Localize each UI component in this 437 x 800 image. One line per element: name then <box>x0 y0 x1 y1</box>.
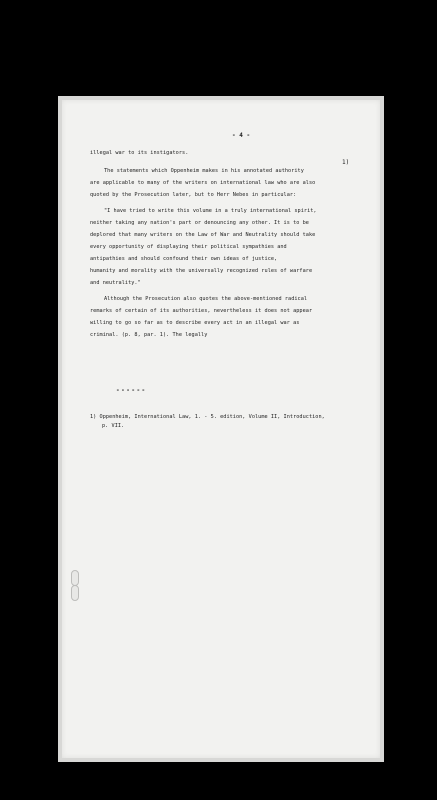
footnote-separator: ------ <box>116 387 147 394</box>
document-page <box>62 100 380 758</box>
quote-line-4: every opportunity of displaying their political sympathies and <box>90 244 287 250</box>
footnote-text-1: 1) Oppenheim, International Law, 1. - 5. edition, Volume II, Introduction, <box>90 414 325 420</box>
text-line-3: are applicable to many of the writers on international law who are also <box>90 180 316 186</box>
text-line-4: quoted by the Prosecution later, but to Herr Nebes in particular: <box>90 192 297 198</box>
quote-line-3: deplored that many writers on the Law of War and Neutrality should take <box>90 232 316 238</box>
footnote-text-2: p. VII. <box>102 423 125 429</box>
text-line-8: criminal. (p. 8, par. 1). The legally <box>90 332 208 338</box>
text-line-1: illegal war to its instigators. <box>90 150 189 156</box>
text-line-7: willing to go so far as to describe every act in an illegal war as <box>90 320 300 326</box>
quote-line-5: antipathies and should confound their own ideas of justice, <box>90 256 278 262</box>
punch-hole-bottom <box>71 585 79 601</box>
quote-line-7: and neutrality." <box>90 280 141 286</box>
text-line-2: The statements which Oppenheim makes in his annotated authority <box>104 168 304 174</box>
punch-hole-top <box>71 570 79 586</box>
page-number: - 4 - <box>232 132 251 139</box>
quote-line-1: "I have tried to write this volume in a truly international spirit, <box>104 208 317 214</box>
quote-line-2: neither taking any nation's part or denouncing any other. It is to be <box>90 220 309 226</box>
text-line-6: remarks of certain of its authorities, nevertheless it does not appear <box>90 308 313 314</box>
quote-line-6: humanity and morality with the universally recognized rules of warfare <box>90 268 313 274</box>
text-line-5: Although the Prosecution also quotes the above-mentioned radical <box>104 296 308 302</box>
footnote-marker: 1) <box>342 159 350 166</box>
